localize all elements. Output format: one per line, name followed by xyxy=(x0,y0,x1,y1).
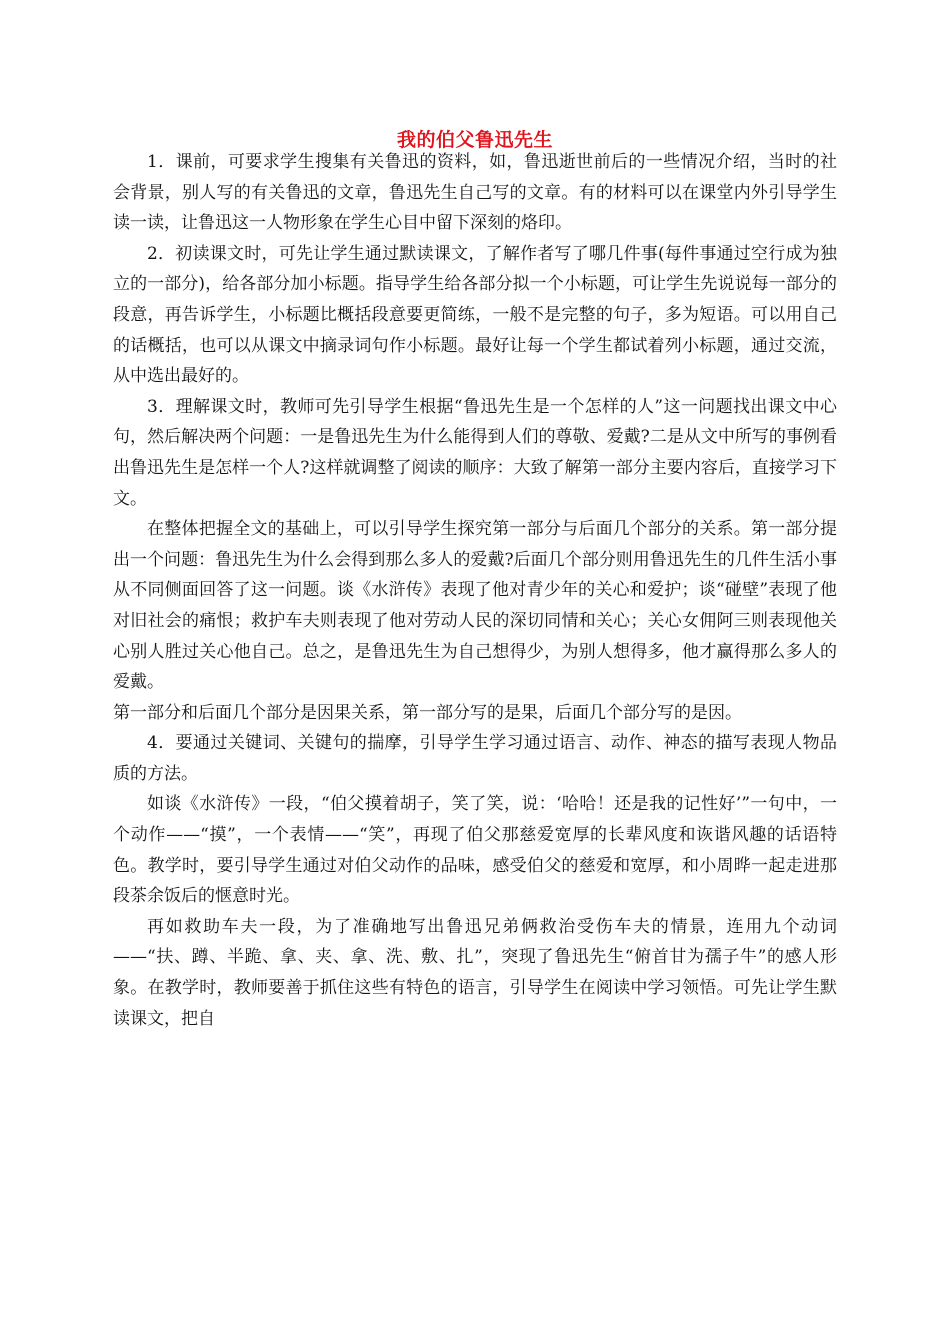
paragraph-3: 3．理解课文时，教师可先引导学生根据“鲁迅先生是一个怎样的人”这一问题找出课文中心句，然后解决两个问题：一是鲁迅先生为什么能得到人们的尊敬、爱戴?二是从文中所写的事例看出鲁迅先生是怎样一个人?这样就调整了阅读的顺序：大致了解第一部分主要内容后，直接学习下文。 xyxy=(113,396,837,509)
document-title: 我的伯父鲁迅先生 xyxy=(396,129,553,151)
paragraph-6: 4．要通过关键词、关键句的揣摩，引导学生学习通过语言、动作、神态的描写表现人物品质的方法。 xyxy=(113,733,837,784)
document-body xyxy=(113,147,837,1034)
paragraph-1: 1．课前，可要求学生搜集有关鲁迅的资料，如，鲁迅逝世前后的一些情况介绍，当时的社会背景，别人写的有关鲁迅的文章，鲁迅先生自己写的文章。有的材料可以在课堂内外引导学生读一读，让鲁迅这一人物形象在学生心目中留下深刻的烙印。 xyxy=(113,152,837,234)
paragraph-4: 在整体把握全文的基础上，可以引导学生探究第一部分与后面几个部分的关系。第一部分提出一个问题：鲁迅先生为什么会得到那么多人的爱戴?后面几个部分则用鲁迅先生的几件生活小事从不同侧面回答了这一问题。谈《水浒传》表现了他对青少年的关心和爱护；谈“碰壁”表现了他对旧社会的痛恨；救护车夫则表现了他对劳动人民的深切同情和关心；关心女佣阿三则表现他关心别人胜过关心他自己。总之，是鲁迅先生为自己想得少，为别人想得多，他才赢得那么多人的爱戴。 xyxy=(113,519,837,693)
paragraph-7: 如谈《水浒传》一段，“伯父摸着胡子，笑了笑，说：‘哈哈！还是我的记性好’”一句中，一个动作——“摸”，一个表情——“笑”，再现了伯父那慈爱宽厚的长辈风度和诙谐风趣的话语特色。教学时，要引导学生通过对伯父动作的品味，感受伯父的慈爱和宽厚，和小周晔一起走进那段茶余饭后的惬意时光。 xyxy=(113,794,837,907)
paragraph-8: 再如救助车夫一段，为了准确地写出鲁迅兄弟俩救治受伤车夫的情景，连用九个动词——“扶、蹲、半跪、拿、夹、拿、洗、敷、扎”，突现了鲁迅先生“俯首甘为孺子牛”的感人形象。在教学时，教师要善于抓住这些有特色的语言，引导学生在阅读中学习领悟。可先让学生默读课文，把自 xyxy=(113,916,837,1029)
paragraph-2: 2．初读课文时，可先让学生通过默读课文，了解作者写了哪几件事(每件事通过空行成为独立的一部分)，给各部分加小标题。指导学生给各部分拟一个小标题，可让学生先说说每一部分的段意，再告诉学生，小标题比概括段意要更简练，一般不是完整的句子，多为短语。可以用自己的话概括，也可以从课文中摘录词句作小标题。最好让每一个学生都试着列小标题，通过交流，从中选出最好的。 xyxy=(113,243,837,387)
paragraph-5: 第一部分和后面几个部分是因果关系，第一部分写的是果，后面几个部分写的是因。 xyxy=(113,702,742,723)
